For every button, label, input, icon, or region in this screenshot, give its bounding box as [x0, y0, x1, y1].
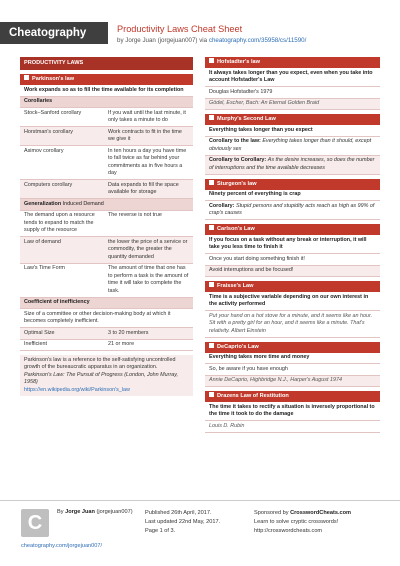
byline	[117, 37, 306, 44]
parkinson-wiki-link[interactable]: https://en.wikipedia.org/wiki/Parkinson's_law	[24, 386, 130, 393]
bookmark-icon	[209, 58, 214, 63]
table-row: The demand upon a resource tends to expand to match the supply of the resource The reverse is not true	[20, 211, 193, 238]
bookmark-icon	[209, 343, 214, 348]
parkinson-reference: Parkinson's law is a reference to the self-satisfying uncontrolled growth of the bureaucratic apparatus in an organization. Parkinson's Law: The Pursuit of Progress (London, John Murray, 1958) https://en.wikipedia.org/wiki/Parkinson's_law	[20, 355, 193, 396]
murphy-corollary-2: Corollary to Corollary: As the desire increases, so does the number of interruptions and the time available decreases	[205, 156, 380, 175]
footer-dates	[145, 509, 220, 536]
bookmark-icon	[209, 180, 214, 185]
carlson-law-header: Carlson's Law	[205, 224, 380, 235]
hofstadter-summary: It always takes longer than you expect, even when you take into account Hofstadter's Law	[205, 68, 380, 87]
page-number: Page 1 of 3.	[145, 528, 176, 534]
sturgeon-law-header: Sturgeon's law	[205, 179, 380, 190]
table-row: Stock–Sanford corollary If you wait until the last minute, it only takes a minute to do	[20, 108, 193, 127]
bookmark-icon	[209, 225, 214, 230]
inefficiency-header: Coefficient of inefficiency	[20, 298, 193, 310]
murphy-law-header: Murphy's Second Law	[205, 114, 380, 125]
footer-author: By Jorge Juan (jorgejuan007)	[57, 509, 133, 515]
bookmark-icon	[209, 392, 214, 397]
published-date: Published 26th April, 2017.	[145, 510, 212, 516]
table-row: Law's Time Form The amount of time that one has to perform a task is the amount of time it will take to complete the task.	[20, 264, 193, 298]
murphy-corollary-1: Corollary to the law: Everything takes longer than it should, except obviously sex	[205, 137, 380, 156]
sponsor-url[interactable]: http://crosswordcheats.com	[254, 528, 323, 534]
section-title-productivity-laws: PRODUCTIVITY LAWS	[20, 57, 193, 70]
decaprio-line: So, be aware if you have enough	[205, 364, 380, 376]
drazens-source: Louis D. Rubin	[205, 421, 380, 433]
parkinson-law-header: Parkinson's law	[20, 74, 193, 85]
byline-link[interactable]: cheatography.com/35958/cs/11590/	[208, 37, 307, 44]
footer-sponsor: Sponsored by CrosswordCheats.com Learn to solve cryptic crosswords! http://crosswordcheats.com	[254, 510, 352, 534]
table-row: Asimov corollary In ten hours a day you have time to fall twice as far behind your commitments as in five hours a day	[20, 146, 193, 180]
carlson-line-2: Avoid interruptions and be focused!	[205, 266, 380, 278]
decaprio-law-header: DeCaprio's Law	[205, 342, 380, 353]
bookmark-icon	[24, 75, 29, 80]
updated-date: Last updated 22nd May, 2017.	[145, 519, 221, 525]
inefficiency-text: Size of a committee or other decision-making body at which it becomes completely inefficient.	[20, 309, 193, 328]
table-row: Optimal Size 3 to 20 members	[20, 328, 193, 340]
bookmark-icon	[209, 282, 214, 287]
table-row: Inefficient 21 or more	[20, 340, 193, 352]
drazens-summary: The time it takes to rectify a situation is inversely proportional to the time it took to do the damage	[205, 402, 380, 421]
murphy-summary: Everything takes longer than you expect	[205, 125, 380, 137]
author-name-link[interactable]: Jorge Juan	[65, 509, 95, 515]
sturgeon-summary: Ninety percent of everything is crap	[205, 190, 380, 202]
hofstadter-book: Gödel, Escher, Bach: An Eternal Golden Braid	[205, 99, 380, 111]
decaprio-summary: Everything takes more time and money	[205, 353, 380, 365]
table-row: Horstman's corollary Work contracts to fit in the time we give it	[20, 127, 193, 146]
fraisse-law-header: Fraisse's Law	[205, 281, 380, 292]
table-row: Computers corollary Data expands to fill the space available for storage	[20, 180, 193, 199]
left-column	[20, 57, 193, 396]
table-row: Law of demand the lower the price of a service or commodity, the greater the quantity demanded	[20, 237, 193, 264]
hofstadter-source: Douglas Hofstadter's 1979	[205, 87, 380, 99]
sponsor-link[interactable]: CrosswordCheats.com	[290, 510, 352, 516]
page-header	[0, 0, 400, 52]
author-profile-link[interactable]: cheatography.com/jorgejuan007/	[21, 543, 103, 549]
carlson-line-1: Once you start doing something finish it!	[205, 254, 380, 266]
parkinson-summary: Work expands so as to fill the time available for its completion	[20, 85, 193, 97]
hofstadter-law-header: Hofstadter's law	[205, 57, 380, 68]
sturgeon-corollary: Corollary: Stupid persons and stupidity acts reach as high as 99% of crap's causes	[205, 201, 380, 220]
cheatography-logo[interactable]: Cheatography	[0, 22, 108, 44]
drazens-law-header: Drazens Law of Restitution	[205, 391, 380, 402]
cheatography-c-logo: C	[21, 509, 49, 537]
sponsor-tagline: Learn to solve cryptic crosswords!	[254, 519, 339, 525]
fraisse-quote: Put your hand on a hot stove for a minute, and it seems like an hour. Sit with a pretty girl for an hour, and it seems like a minute. That's relativity. Albert Einstein	[205, 311, 380, 338]
fraisse-summary: Time is a subjective variable depending on our own interest in the activity performed	[205, 292, 380, 311]
right-column	[205, 57, 380, 433]
byline-author: by Jorge Juan (jorgejuan007) via	[117, 37, 209, 44]
bookmark-icon	[209, 115, 214, 120]
carlson-summary: If you focus on a task without any break or interruption, it will take you less time to finish it	[205, 235, 380, 254]
corollaries-header: Corollaries	[20, 97, 193, 109]
page-footer	[0, 500, 400, 566]
generalization-header: Generalization Induced Demand	[20, 199, 193, 211]
decaprio-source: Annie DeCaprio, Highbridge N.J., Harper's August 1974	[205, 376, 380, 388]
page-title: Productivity Laws Cheat Sheet	[117, 24, 243, 34]
